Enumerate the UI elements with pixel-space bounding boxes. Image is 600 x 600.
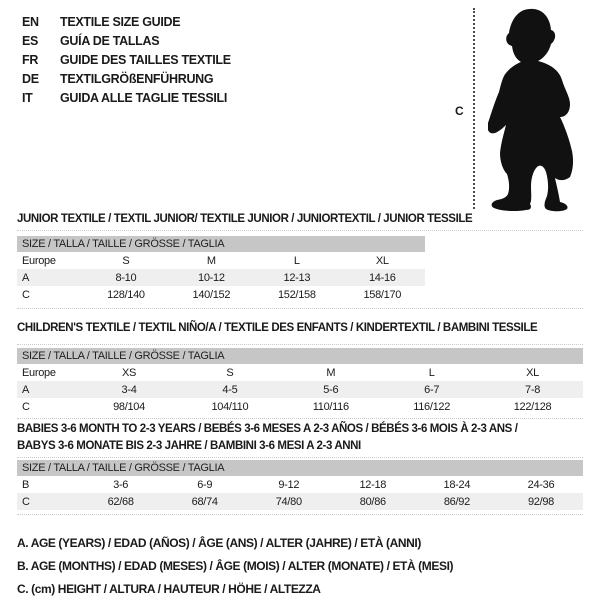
size-column-header: XL [375, 254, 389, 267]
baby-silhouette-icon [488, 5, 592, 212]
size-column-header: XS [121, 366, 137, 379]
size-column-header: S [226, 366, 234, 379]
size-value: 152/158 [277, 288, 316, 301]
row-label: C [22, 288, 30, 301]
size-value: 86/92 [443, 495, 470, 508]
size-column-header: S [122, 254, 130, 267]
language-row [22, 13, 231, 32]
language-row [22, 51, 231, 70]
size-value: 18-24 [443, 478, 471, 491]
language-code: FR [22, 53, 39, 67]
size-column-header: M [326, 366, 336, 379]
size-value: 3-4 [121, 383, 137, 396]
children-section-title: CHILDREN'S TEXTILE / TEXTIL NIÑO/A / TEXTILE DES ENFANTS / KINDERTEXTIL / BAMBINI TESSILE [17, 322, 538, 334]
size-value: 140/152 [192, 288, 231, 301]
dotted-separator [17, 418, 583, 419]
language-code: DE [22, 72, 39, 86]
region-label: Europe [22, 366, 56, 379]
babies-size-table [17, 460, 583, 510]
size-column-header: M [206, 254, 216, 267]
size-value: 4-5 [222, 383, 238, 396]
language-code: ES [22, 34, 39, 48]
size-value: 80/86 [359, 495, 386, 508]
size-table [17, 476, 583, 510]
column-header-row [17, 252, 425, 269]
size-value: 104/110 [211, 400, 249, 413]
size-header-bar: SIZE / TALLA / TAILLE / GRÖSSE / TAGLIA [17, 460, 583, 476]
row-label: A [22, 271, 30, 284]
size-value: 98/104 [113, 400, 145, 413]
legend-note: A. AGE (YEARS) / EDAD (AÑOS) / ÂGE (ANS) / ALTER (JAHRE) / ETÀ (ANNI) [17, 536, 421, 550]
table-row [17, 398, 583, 415]
legend-note: C. (cm) HEIGHT / ALTURA / HAUTEUR / HÖHE / ALTEZZA [17, 582, 321, 596]
height-measure-label: C [455, 104, 464, 118]
row-label: A [22, 383, 30, 396]
babies-section-title-line2: BABYS 3-6 MONATE BIS 2-3 JAHRE / BAMBINI 3-6 MESI A 2-3 ANNI [17, 440, 361, 452]
language-guide-title: GUIDE DES TAILLES TEXTILE [60, 53, 231, 67]
language-list [22, 13, 231, 108]
legend-notes [17, 532, 453, 600]
language-row [22, 32, 231, 51]
language-code: EN [22, 15, 39, 29]
dotted-separator [17, 344, 583, 345]
column-header-row [17, 364, 583, 381]
table-row [17, 381, 583, 398]
size-value: 10-12 [198, 271, 225, 284]
children-size-table [17, 348, 583, 415]
language-row [22, 70, 231, 89]
junior-section-title: JUNIOR TEXTILE / TEXTIL JUNIOR/ TEXTILE JUNIOR / JUNIORTEXTIL / JUNIOR TESSILE [17, 213, 473, 225]
row-label: C [22, 495, 30, 508]
size-column-header: XL [526, 366, 539, 379]
height-measure-dotted-line [473, 8, 475, 209]
size-value: 6-7 [424, 383, 440, 396]
size-value: 68/74 [191, 495, 218, 508]
size-column-header: L [293, 254, 300, 267]
size-value: 116/122 [413, 400, 451, 413]
size-table [17, 364, 583, 415]
table-row [17, 286, 425, 303]
size-value: 14-16 [368, 271, 396, 284]
size-value: 3-6 [113, 478, 129, 491]
size-value: 122/128 [513, 400, 552, 413]
size-table [17, 252, 425, 303]
language-row [22, 89, 231, 108]
dotted-separator [17, 230, 583, 231]
size-column-header: L [428, 366, 435, 379]
dotted-separator [17, 308, 583, 309]
size-value: 128/140 [107, 288, 145, 301]
size-value: 92/98 [527, 495, 554, 508]
table-row [17, 476, 583, 493]
region-label: Europe [22, 254, 56, 267]
size-header-bar: SIZE / TALLA / TAILLE / GRÖSSE / TAGLIA [17, 348, 583, 364]
language-guide-title: GUÍA DE TALLAS [60, 34, 160, 48]
junior-size-table [17, 236, 425, 303]
size-value: 8-10 [115, 271, 137, 284]
size-value: 24-36 [527, 478, 555, 491]
language-guide-title: GUIDA ALLE TAGLIE TESSILI [60, 91, 228, 105]
size-value: 7-8 [525, 383, 541, 396]
language-code: IT [22, 91, 33, 105]
legend-note: B. AGE (MONTHS) / EDAD (MESES) / ÂGE (MOIS) / ALTER (MONATE) / ETÀ (MESI) [17, 559, 454, 573]
size-value: 6-9 [197, 478, 213, 491]
table-row [17, 269, 425, 286]
row-label: C [22, 400, 30, 413]
babies-section-title-line1: BABIES 3-6 MONTH TO 2-3 YEARS / BEBÉS 3-6 MESES A 2-3 AÑOS / BÉBÉS 3-6 MOIS À 2-3 ANS / [17, 423, 518, 435]
size-value: 158/170 [363, 288, 402, 301]
size-value: 9-12 [278, 478, 300, 491]
size-value: 74/80 [275, 495, 302, 508]
table-row [17, 493, 583, 510]
size-value: 5-6 [323, 383, 339, 396]
size-value: 12-13 [283, 271, 311, 284]
size-value: 110/116 [312, 400, 349, 413]
language-guide-title: TEXTILE SIZE GUIDE [60, 15, 181, 29]
dotted-separator [17, 457, 583, 458]
size-header-bar: SIZE / TALLA / TAILLE / GRÖSSE / TAGLIA [17, 236, 425, 252]
size-value: 62/68 [107, 495, 134, 508]
row-label: B [22, 478, 30, 491]
language-guide-title: TEXTILGRÖßENFÜHRUNG [60, 72, 214, 86]
dotted-separator [17, 514, 583, 515]
size-value: 12-18 [359, 478, 387, 491]
